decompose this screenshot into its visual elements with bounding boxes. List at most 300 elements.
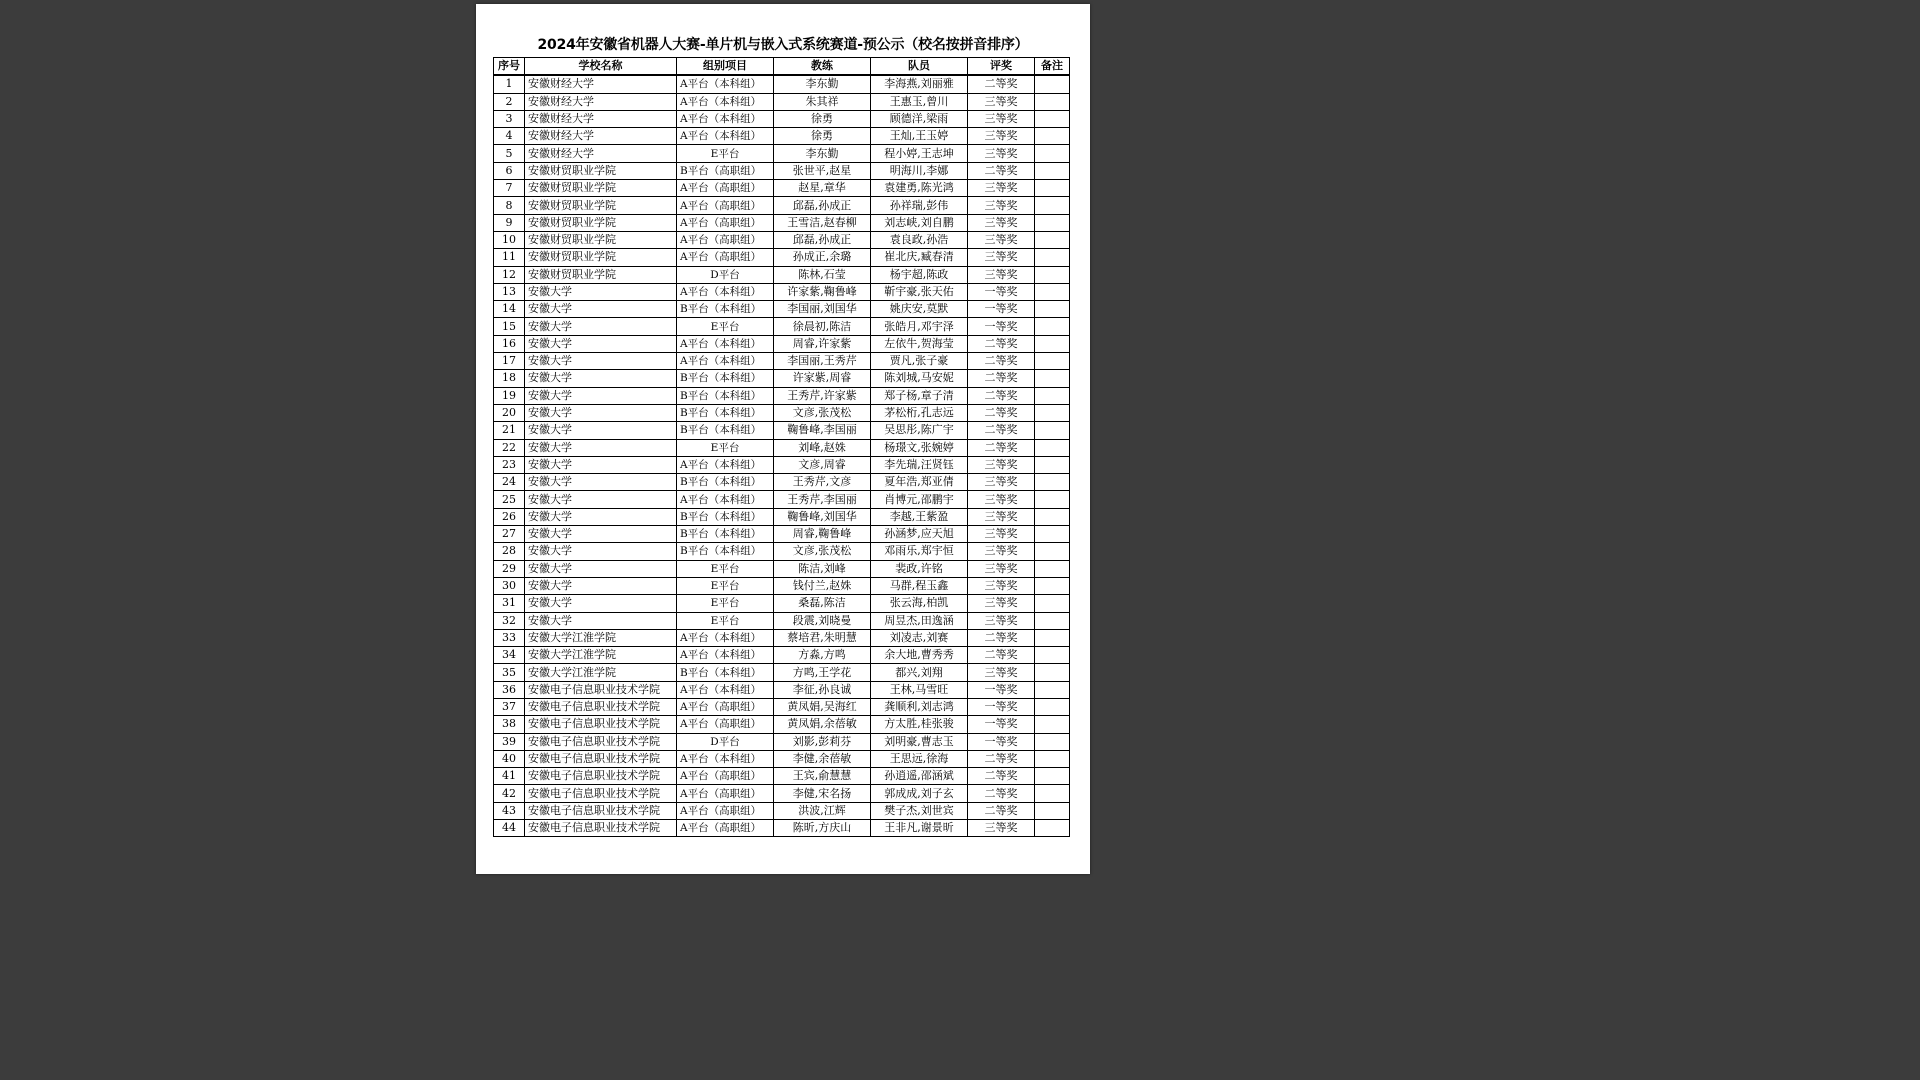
- cell-school: 安徽大学: [525, 370, 677, 387]
- cell-no: 12: [494, 266, 525, 283]
- cell-no: 21: [494, 422, 525, 439]
- cell-members: 程小婷,王志坤: [871, 145, 968, 162]
- table-row: [494, 422, 1070, 439]
- cell-coach: 周睿,鞠鲁峰: [774, 526, 871, 543]
- table-row: [494, 370, 1070, 387]
- cell-coach: 陈昕,方庆山: [774, 820, 871, 837]
- cell-no: 5: [494, 145, 525, 162]
- cell-award: 三等奖: [968, 612, 1035, 629]
- table-row: [494, 110, 1070, 127]
- cell-members: 吴思彤,陈广宇: [871, 422, 968, 439]
- cell-note: [1035, 128, 1070, 145]
- cell-members: 樊子杰,刘世宾: [871, 802, 968, 819]
- cell-coach: 徐晨初,陈洁: [774, 318, 871, 335]
- table-header-row: [494, 58, 1070, 76]
- header-cell-no: 序号: [494, 58, 525, 76]
- cell-note: [1035, 612, 1070, 629]
- cell-members: 王非凡,谢景昕: [871, 820, 968, 837]
- cell-note: [1035, 820, 1070, 837]
- table-row: [494, 283, 1070, 300]
- cell-coach: 李征,孙良诚: [774, 681, 871, 698]
- cell-school: 安徽财贸职业学院: [525, 197, 677, 214]
- cell-group: E平台: [677, 439, 774, 456]
- cell-award: 三等奖: [968, 491, 1035, 508]
- cell-group: B平台（本科组）: [677, 474, 774, 491]
- cell-note: [1035, 474, 1070, 491]
- cell-coach: 孙成正,余璐: [774, 249, 871, 266]
- cell-note: [1035, 750, 1070, 767]
- cell-award: 二等奖: [968, 750, 1035, 767]
- cell-coach: 桑磊,陈洁: [774, 595, 871, 612]
- header-cell-school: 学校名称: [525, 58, 677, 76]
- cell-school: 安徽财贸职业学院: [525, 162, 677, 179]
- cell-note: [1035, 231, 1070, 248]
- table-row: [494, 664, 1070, 681]
- cell-members: 李越,王紫盈: [871, 508, 968, 525]
- cell-award: 一等奖: [968, 681, 1035, 698]
- cell-award: 一等奖: [968, 318, 1035, 335]
- cell-members: 夏年浩,郑亚倩: [871, 474, 968, 491]
- cell-coach: 许家紫,鞠鲁峰: [774, 283, 871, 300]
- cell-members: 张皓月,邓宇泽: [871, 318, 968, 335]
- cell-award: 三等奖: [968, 249, 1035, 266]
- cell-no: 20: [494, 404, 525, 421]
- cell-award: 二等奖: [968, 370, 1035, 387]
- cell-coach: 徐勇: [774, 128, 871, 145]
- cell-no: 25: [494, 491, 525, 508]
- cell-no: 16: [494, 335, 525, 352]
- cell-note: [1035, 543, 1070, 560]
- cell-members: 李海燕,刘丽雅: [871, 75, 968, 93]
- cell-members: 崔北庆,臧春清: [871, 249, 968, 266]
- cell-note: [1035, 629, 1070, 646]
- cell-no: 32: [494, 612, 525, 629]
- cell-group: A平台（高职组）: [677, 785, 774, 802]
- cell-award: 二等奖: [968, 353, 1035, 370]
- cell-no: 34: [494, 647, 525, 664]
- cell-no: 24: [494, 474, 525, 491]
- cell-no: 10: [494, 231, 525, 248]
- cell-note: [1035, 249, 1070, 266]
- table-row: [494, 249, 1070, 266]
- cell-coach: 李国丽,王秀芹: [774, 353, 871, 370]
- cell-award: 三等奖: [968, 93, 1035, 110]
- cell-group: B平台（本科组）: [677, 370, 774, 387]
- cell-coach: 鞠鲁峰,李国丽: [774, 422, 871, 439]
- cell-no: 40: [494, 750, 525, 767]
- header-cell-note: 备注: [1035, 58, 1070, 76]
- cell-coach: 王秀芹,许家紫: [774, 387, 871, 404]
- cell-no: 37: [494, 698, 525, 715]
- cell-coach: 陈洁,刘峰: [774, 560, 871, 577]
- cell-coach: 蔡培君,朱明慧: [774, 629, 871, 646]
- cell-note: [1035, 404, 1070, 421]
- table-row: [494, 543, 1070, 560]
- cell-note: [1035, 664, 1070, 681]
- cell-award: 二等奖: [968, 768, 1035, 785]
- cell-note: [1035, 214, 1070, 231]
- cell-members: 贾凡,张子豪: [871, 353, 968, 370]
- cell-group: E平台: [677, 318, 774, 335]
- cell-group: A平台（高职组）: [677, 820, 774, 837]
- cell-school: 安徽大学江淮学院: [525, 647, 677, 664]
- cell-award: 二等奖: [968, 439, 1035, 456]
- cell-no: 13: [494, 283, 525, 300]
- cell-award: 三等奖: [968, 128, 1035, 145]
- cell-school: 安徽大学: [525, 283, 677, 300]
- cell-no: 22: [494, 439, 525, 456]
- table-row: [494, 93, 1070, 110]
- cell-coach: 文彦,张茂松: [774, 543, 871, 560]
- cell-school: 安徽大学江淮学院: [525, 664, 677, 681]
- cell-award: 三等奖: [968, 577, 1035, 594]
- cell-no: 35: [494, 664, 525, 681]
- cell-group: A平台（本科组）: [677, 629, 774, 646]
- cell-school: 安徽财经大学: [525, 145, 677, 162]
- cell-group: B平台（本科组）: [677, 387, 774, 404]
- cell-school: 安徽大学: [525, 422, 677, 439]
- cell-group: A平台（本科组）: [677, 110, 774, 127]
- cell-group: D平台: [677, 733, 774, 750]
- table-row: [494, 612, 1070, 629]
- cell-school: 安徽电子信息职业技术学院: [525, 698, 677, 715]
- cell-group: B平台（本科组）: [677, 301, 774, 318]
- cell-award: 三等奖: [968, 456, 1035, 473]
- cell-award: 三等奖: [968, 197, 1035, 214]
- cell-school: 安徽电子信息职业技术学院: [525, 820, 677, 837]
- cell-note: [1035, 802, 1070, 819]
- cell-note: [1035, 370, 1070, 387]
- cell-group: A平台（本科组）: [677, 647, 774, 664]
- cell-members: 王灿,王玉婷: [871, 128, 968, 145]
- cell-award: 三等奖: [968, 508, 1035, 525]
- cell-award: 三等奖: [968, 214, 1035, 231]
- cell-coach: 洪波,江辉: [774, 802, 871, 819]
- header-cell-award: 评奖: [968, 58, 1035, 76]
- cell-school: 安徽财贸职业学院: [525, 266, 677, 283]
- cell-coach: 黄凤娟,吴海红: [774, 698, 871, 715]
- cell-school: 安徽财贸职业学院: [525, 180, 677, 197]
- cell-coach: 王宾,俞慧慧: [774, 768, 871, 785]
- cell-group: A平台（本科组）: [677, 75, 774, 93]
- cell-note: [1035, 110, 1070, 127]
- cell-note: [1035, 387, 1070, 404]
- cell-coach: 张世平,赵星: [774, 162, 871, 179]
- cell-award: 一等奖: [968, 716, 1035, 733]
- cell-group: A平台（本科组）: [677, 353, 774, 370]
- cell-coach: 方鸣,王学花: [774, 664, 871, 681]
- cell-coach: 王秀芹,李国丽: [774, 491, 871, 508]
- cell-coach: 许家紫,周睿: [774, 370, 871, 387]
- table-row: [494, 301, 1070, 318]
- table-row: [494, 647, 1070, 664]
- cell-group: E平台: [677, 612, 774, 629]
- table-row: [494, 768, 1070, 785]
- table-row: [494, 629, 1070, 646]
- cell-group: B平台（本科组）: [677, 508, 774, 525]
- cell-award: 三等奖: [968, 145, 1035, 162]
- cell-school: 安徽大学: [525, 387, 677, 404]
- cell-no: 36: [494, 681, 525, 698]
- cell-members: 杨宇超,陈政: [871, 266, 968, 283]
- cell-school: 安徽财经大学: [525, 110, 677, 127]
- document-page: [476, 4, 1090, 874]
- cell-group: E平台: [677, 595, 774, 612]
- cell-group: A平台（本科组）: [677, 283, 774, 300]
- cell-members: 郭成成,刘子玄: [871, 785, 968, 802]
- cell-school: 安徽财经大学: [525, 93, 677, 110]
- cell-members: 杨璟文,张婉婷: [871, 439, 968, 456]
- cell-note: [1035, 301, 1070, 318]
- cell-note: [1035, 681, 1070, 698]
- cell-members: 李先瑞,汪贤钰: [871, 456, 968, 473]
- cell-coach: 周睿,许家紫: [774, 335, 871, 352]
- table-row: [494, 266, 1070, 283]
- cell-no: 1: [494, 75, 525, 93]
- cell-no: 15: [494, 318, 525, 335]
- cell-members: 顾德洋,梁雨: [871, 110, 968, 127]
- cell-award: 一等奖: [968, 698, 1035, 715]
- page-title: 2024年安徽省机器人大赛-单片机与嵌入式系统赛道-预公示（校名按拼音排序）: [537, 37, 1029, 53]
- cell-group: A平台（高职组）: [677, 197, 774, 214]
- cell-group: B平台（本科组）: [677, 422, 774, 439]
- cell-coach: 黄凤娟,余蓓敏: [774, 716, 871, 733]
- cell-group: A平台（高职组）: [677, 249, 774, 266]
- table-row: [494, 197, 1070, 214]
- cell-members: 孙祥瑞,彭伟: [871, 197, 968, 214]
- cell-no: 30: [494, 577, 525, 594]
- cell-group: A平台（本科组）: [677, 128, 774, 145]
- cell-note: [1035, 508, 1070, 525]
- cell-school: 安徽电子信息职业技术学院: [525, 681, 677, 698]
- header-cell-members: 队员: [871, 58, 968, 76]
- cell-note: [1035, 353, 1070, 370]
- cell-note: [1035, 526, 1070, 543]
- cell-award: 一等奖: [968, 283, 1035, 300]
- cell-members: 孙逍遥,邵涵斌: [871, 768, 968, 785]
- cell-note: [1035, 439, 1070, 456]
- table-row: [494, 577, 1070, 594]
- cell-group: B平台（高职组）: [677, 162, 774, 179]
- cell-members: 袁良政,孙浩: [871, 231, 968, 248]
- cell-school: 安徽电子信息职业技术学院: [525, 768, 677, 785]
- cell-coach: 李东勤: [774, 75, 871, 93]
- cell-school: 安徽财经大学: [525, 128, 677, 145]
- cell-coach: 段震,刘晓曼: [774, 612, 871, 629]
- cell-award: 三等奖: [968, 474, 1035, 491]
- cell-no: 18: [494, 370, 525, 387]
- table-row: [494, 162, 1070, 179]
- cell-members: 方太胜,桂张骏: [871, 716, 968, 733]
- cell-coach: 鞠鲁峰,刘国华: [774, 508, 871, 525]
- table-row: [494, 716, 1070, 733]
- table-row: [494, 802, 1070, 819]
- cell-coach: 文彦,周睿: [774, 456, 871, 473]
- cell-note: [1035, 456, 1070, 473]
- cell-note: [1035, 266, 1070, 283]
- cell-school: 安徽大学: [525, 353, 677, 370]
- cell-coach: 王雪洁,赵春柳: [774, 214, 871, 231]
- cell-group: A平台（本科组）: [677, 491, 774, 508]
- cell-coach: 李健,余蓓敏: [774, 750, 871, 767]
- cell-award: 一等奖: [968, 733, 1035, 750]
- cell-members: 茅松桁,孔志远: [871, 404, 968, 421]
- cell-no: 44: [494, 820, 525, 837]
- cell-no: 4: [494, 128, 525, 145]
- cell-group: E平台: [677, 560, 774, 577]
- cell-award: 一等奖: [968, 301, 1035, 318]
- cell-no: 19: [494, 387, 525, 404]
- cell-members: 张云海,柏凯: [871, 595, 968, 612]
- cell-no: 38: [494, 716, 525, 733]
- cell-award: 三等奖: [968, 231, 1035, 248]
- cell-no: 3: [494, 110, 525, 127]
- table-row: [494, 526, 1070, 543]
- table-row: [494, 456, 1070, 473]
- cell-award: 三等奖: [968, 664, 1035, 681]
- cell-members: 刘明豪,曹志玉: [871, 733, 968, 750]
- table-row: [494, 681, 1070, 698]
- table-row: [494, 474, 1070, 491]
- header-cell-group: 组别项目: [677, 58, 774, 76]
- cell-school: 安徽大学: [525, 335, 677, 352]
- cell-school: 安徽大学: [525, 491, 677, 508]
- cell-note: [1035, 145, 1070, 162]
- cell-members: 余大地,曹秀秀: [871, 647, 968, 664]
- cell-members: 邓雨乐,郑宇恒: [871, 543, 968, 560]
- table-row: [494, 404, 1070, 421]
- cell-no: 8: [494, 197, 525, 214]
- cell-members: 郑子杨,章子清: [871, 387, 968, 404]
- cell-award: 二等奖: [968, 629, 1035, 646]
- cell-award: 二等奖: [968, 802, 1035, 819]
- cell-coach: 邱磊,孙成正: [774, 231, 871, 248]
- cell-coach: 刘峰,赵姝: [774, 439, 871, 456]
- table-row: [494, 560, 1070, 577]
- cell-coach: 朱其祥: [774, 93, 871, 110]
- cell-no: 33: [494, 629, 525, 646]
- cell-members: 明海川,李娜: [871, 162, 968, 179]
- cell-school: 安徽大学: [525, 595, 677, 612]
- cell-group: A平台（高职组）: [677, 802, 774, 819]
- cell-coach: 邱磊,孙成正: [774, 197, 871, 214]
- cell-group: A平台（本科组）: [677, 335, 774, 352]
- table-row: [494, 491, 1070, 508]
- cell-no: 9: [494, 214, 525, 231]
- cell-award: 三等奖: [968, 110, 1035, 127]
- cell-no: 2: [494, 93, 525, 110]
- table-row: [494, 353, 1070, 370]
- cell-no: 31: [494, 595, 525, 612]
- cell-school: 安徽电子信息职业技术学院: [525, 733, 677, 750]
- cell-group: B平台（本科组）: [677, 543, 774, 560]
- cell-note: [1035, 335, 1070, 352]
- cell-group: A平台（高职组）: [677, 180, 774, 197]
- cell-coach: 方淼,方鸣: [774, 647, 871, 664]
- cell-school: 安徽大学: [525, 577, 677, 594]
- cell-coach: 陈林,石莹: [774, 266, 871, 283]
- table-row: [494, 145, 1070, 162]
- cell-school: 安徽大学: [525, 456, 677, 473]
- cell-note: [1035, 698, 1070, 715]
- table-row: [494, 387, 1070, 404]
- cell-award: 三等奖: [968, 595, 1035, 612]
- cell-no: 39: [494, 733, 525, 750]
- cell-group: E平台: [677, 145, 774, 162]
- cell-award: 三等奖: [968, 266, 1035, 283]
- cell-school: 安徽财贸职业学院: [525, 249, 677, 266]
- cell-school: 安徽电子信息职业技术学院: [525, 716, 677, 733]
- cell-no: 6: [494, 162, 525, 179]
- cell-award: 二等奖: [968, 785, 1035, 802]
- cell-members: 都兴,刘翔: [871, 664, 968, 681]
- table-row: [494, 335, 1070, 352]
- cell-group: A平台（本科组）: [677, 750, 774, 767]
- cell-group: A平台（高职组）: [677, 716, 774, 733]
- cell-school: 安徽大学: [525, 318, 677, 335]
- cell-group: A平台（本科组）: [677, 681, 774, 698]
- cell-school: 安徽财经大学: [525, 75, 677, 93]
- cell-school: 安徽财贸职业学院: [525, 214, 677, 231]
- cell-school: 安徽大学: [525, 301, 677, 318]
- cell-members: 肖博元,邵鹏宇: [871, 491, 968, 508]
- cell-coach: 刘影,彭莉芬: [774, 733, 871, 750]
- table-row: [494, 75, 1070, 93]
- cell-members: 裴政,许铭: [871, 560, 968, 577]
- cell-members: 周昱杰,田逸涵: [871, 612, 968, 629]
- cell-award: 三等奖: [968, 526, 1035, 543]
- cell-no: 7: [494, 180, 525, 197]
- cell-coach: 徐勇: [774, 110, 871, 127]
- table-row: [494, 698, 1070, 715]
- cell-no: 11: [494, 249, 525, 266]
- cell-school: 安徽大学: [525, 543, 677, 560]
- cell-group: B平台（本科组）: [677, 404, 774, 421]
- table-body: [494, 75, 1070, 837]
- cell-school: 安徽财贸职业学院: [525, 231, 677, 248]
- cell-coach: 李东勤: [774, 145, 871, 162]
- cell-school: 安徽电子信息职业技术学院: [525, 750, 677, 767]
- table-row: [494, 318, 1070, 335]
- table-row: [494, 820, 1070, 837]
- cell-coach: 王秀芹,文彦: [774, 474, 871, 491]
- cell-coach: 李国丽,刘国华: [774, 301, 871, 318]
- cell-note: [1035, 577, 1070, 594]
- cell-members: 刘志峡,刘自鹏: [871, 214, 968, 231]
- cell-group: A平台（本科组）: [677, 456, 774, 473]
- cell-award: 三等奖: [968, 820, 1035, 837]
- table-row: [494, 733, 1070, 750]
- cell-group: B平台（本科组）: [677, 664, 774, 681]
- cell-group: A平台（高职组）: [677, 231, 774, 248]
- awards-table: [493, 57, 1070, 837]
- cell-no: 17: [494, 353, 525, 370]
- table-row: [494, 231, 1070, 248]
- cell-school: 安徽大学: [525, 404, 677, 421]
- cell-note: [1035, 75, 1070, 93]
- table-row: [494, 180, 1070, 197]
- cell-members: 靳宇豪,张天佑: [871, 283, 968, 300]
- cell-no: 26: [494, 508, 525, 525]
- cell-no: 27: [494, 526, 525, 543]
- cell-coach: 赵星,章华: [774, 180, 871, 197]
- cell-note: [1035, 595, 1070, 612]
- cell-note: [1035, 197, 1070, 214]
- cell-note: [1035, 560, 1070, 577]
- cell-note: [1035, 647, 1070, 664]
- cell-note: [1035, 491, 1070, 508]
- header-cell-coach: 教练: [774, 58, 871, 76]
